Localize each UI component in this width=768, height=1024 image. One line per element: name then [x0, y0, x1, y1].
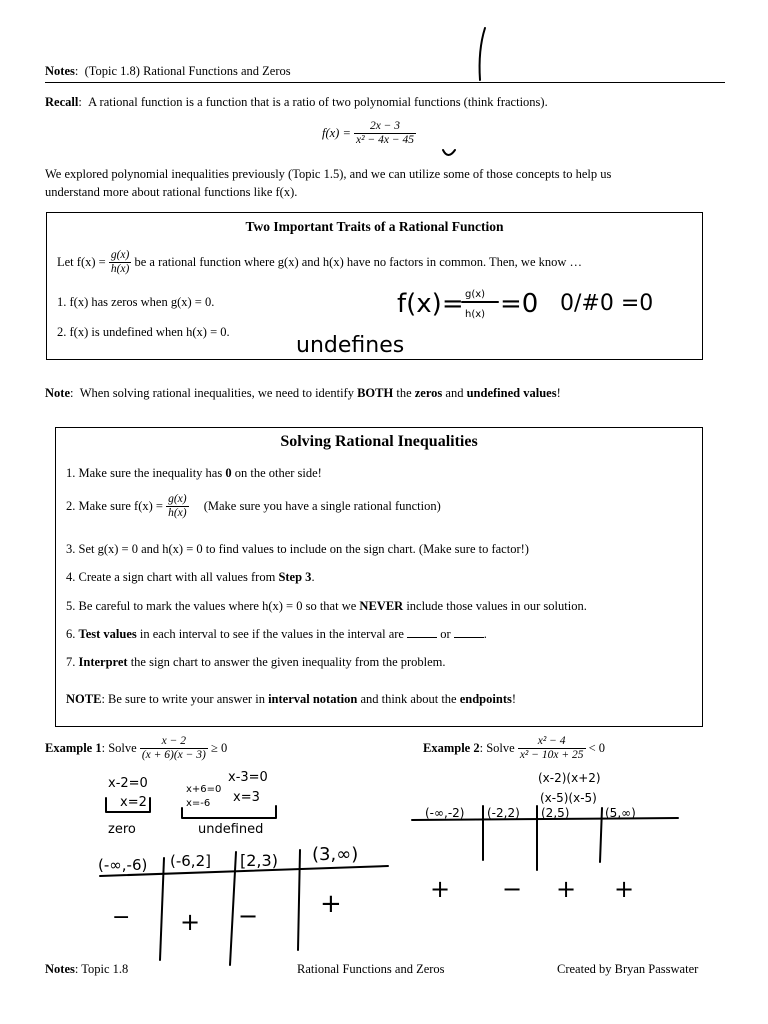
hw-ex1-u1: x+6=0 — [186, 784, 222, 795]
hw-ex2-interval-3: (2,5) — [541, 806, 570, 820]
header-rule — [45, 82, 725, 83]
hw-ex2-sign-1: + — [430, 875, 451, 903]
hw-ex2-sign-3: + — [556, 875, 577, 903]
hw-ex1-div-2 — [230, 852, 236, 965]
hw-ex1-sign-2: + — [180, 908, 201, 936]
solving-step-1: 1. Make sure the inequality has 0 on the other side! — [66, 466, 322, 480]
explored-line-1: We explored polynomial inequalities previously (Topic 1.5), and we can utilize some of those concepts to help us — [45, 167, 612, 181]
hw-ex1-axis — [100, 866, 388, 876]
hw-ex1-zero-brace — [106, 798, 150, 812]
hw-ex1-interval-1: (-∞,-6) — [98, 856, 148, 874]
solving-step-2: 2. Make sure f(x) = $\frac{g(x)}{h(x)}$ (Make sure you have a single rational function) — [66, 493, 441, 519]
hw-ex2-factor-den: (x-5)(x-5) — [540, 791, 597, 805]
hw-ex1-interval-3: [2,3) — [240, 851, 278, 870]
hw-ex1-sign-3: − — [238, 902, 259, 930]
solving-step-6: 6. Test values in each interval to see if the values in the interval are or . — [66, 627, 487, 641]
note-line: Note: When solving rational inequalities, we need to identify BOTH the zeros and undefined values! — [45, 386, 561, 400]
traits-let-fraction — [109, 249, 132, 276]
recall-fraction — [354, 120, 416, 147]
recall-fx: f(x) = — [322, 126, 351, 140]
hw-ex1-interval-4: (3,∞) — [312, 844, 359, 865]
hw-traits-num: g(x) — [465, 289, 486, 300]
hw-ex1-div-1 — [160, 858, 164, 960]
traits-title: Two Important Traits of a Rational Function — [245, 219, 504, 234]
hw-ex1-sign-1: − — [112, 905, 131, 930]
blank-2 — [454, 637, 484, 638]
hw-ex2-interval-4: (5,∞) — [605, 806, 636, 820]
traits-let-post: be a rational function where g(x) and h(x) have no factors in common. Then, we know … — [134, 255, 583, 269]
notes-topic: (Topic 1.8) Rational Functions and Zeros — [84, 64, 291, 78]
hw-ex1-zero-eq: x-2=0 — [108, 776, 148, 791]
hw-ex1-zero-label: zero — [108, 822, 136, 837]
note-label: Note — [45, 386, 70, 400]
note-undefined: undefined values — [466, 386, 557, 400]
header: Notes: (Topic 1.8) Rational Functions and Zeros — [45, 64, 291, 78]
note-zeros: zeros — [414, 386, 443, 400]
traits-let-denominator: h(x) — [110, 263, 130, 275]
recall-hook — [443, 150, 455, 155]
footer-left: Notes: Topic 1.8 — [45, 962, 129, 976]
recall-denominator: x² − 4x − 45 — [356, 134, 414, 146]
solving-step-7: 7. Interpret the sign chart to answer the given inequality from the problem. — [66, 655, 446, 669]
hw-ex2-div-3 — [600, 808, 602, 862]
traits-let-numerator: g(x) — [110, 249, 130, 261]
note-end: ! — [556, 386, 561, 400]
recall-numerator: 2x − 3 — [369, 120, 401, 132]
hw-ex2-sign-2: − — [502, 875, 523, 903]
hw-ex1-undef-brace — [182, 806, 276, 818]
footer-right: Created by Bryan Passwater — [557, 962, 699, 976]
note-text-a: When solving rational inequalities, we need to identify — [79, 386, 354, 400]
hw-ex1-div-3 — [298, 850, 300, 950]
hw-ex1-u1b: x=-6 — [186, 798, 211, 809]
traits-let-pre: Let f(x) = — [57, 255, 106, 269]
solving-title: Solving Rational Inequalities — [280, 433, 478, 450]
hw-undefines: undefines — [296, 333, 405, 358]
footer-center: Rational Functions and Zeros — [297, 962, 445, 976]
recall-line: Recall: A rational function is a function that is a ratio of two polynomial functions (think fractions). — [45, 95, 548, 109]
example-1-label: Example 1 — [45, 741, 102, 755]
hw-ex1-sign-4: + — [320, 889, 342, 919]
note-text-b: the — [396, 386, 412, 400]
hw-ex1-interval-2: (-6,2] — [170, 852, 211, 870]
example-2-fraction: $\frac{\text{x² − 4}}{\text{x² − 10x + 25}}$ — [519, 735, 584, 761]
traits-item-2: 2. f(x) is undefined when h(x) = 0. — [57, 325, 230, 339]
traits-let — [57, 249, 582, 276]
hw-traits-den: h(x) — [465, 309, 486, 320]
solving-step-3: 3. Set g(x) = 0 and h(x) = 0 to find values to include on the sign chart. (Make sure to factor!) — [66, 542, 529, 556]
hw-ex2-factor-num: (x-2)(x+2) — [538, 771, 601, 785]
example-1: Example 1: Solve $\frac{x - 2}{(x + 6)(x - 3)}$ ≥ 0 — [45, 735, 228, 761]
hw-ex1-undef-label: undefined — [198, 822, 264, 837]
explored-line-2: understand more about rational functions like f(x). — [45, 185, 298, 199]
notes-label: Notes — [45, 64, 75, 78]
example-1-fraction: $\frac{x - 2}{(x + 6)(x - 3)}$ — [141, 735, 206, 761]
hw-ex2-sign-4: + — [614, 875, 635, 903]
hw-ex1-u2: x-3=0 — [228, 770, 268, 785]
hw-ex2-interval-1: (-∞,-2) — [425, 806, 465, 820]
traits-item-1: 1. f(x) has zeros when g(x) = 0. — [57, 295, 215, 309]
hw-ex2-axis — [412, 818, 678, 820]
solving-note: NOTE: Be sure to write your answer in interval notation and think about the endpoints! — [66, 692, 517, 706]
hw-traits-frac: 0/#0 =0 — [560, 291, 654, 316]
note-both: BOTH — [357, 386, 394, 400]
example-2-label: Example 2 — [423, 741, 480, 755]
example-2: Example 2: Solve $\frac{\text{x² − 4}}{\text{x² − 10x + 25}}$ < 0 — [423, 735, 606, 761]
recall-label: Recall — [45, 95, 79, 109]
stray-stroke — [480, 28, 485, 80]
blank-1 — [407, 637, 437, 638]
solving-step-4: 4. Create a sign chart with all values from Step 3. — [66, 570, 315, 584]
note-text-c: and — [445, 386, 464, 400]
hw-ex1-u2b: x=3 — [233, 790, 260, 805]
hw-ex1-zero-sol: x=2 — [120, 795, 147, 810]
hw-ex2-interval-2: (-2,2) — [487, 806, 520, 820]
recall-equation — [322, 120, 416, 147]
hw-traits-eq: f(x)= — [397, 289, 464, 319]
recall-text: A rational function is a function that is a ratio of two polynomial functions (think fractions). — [88, 95, 548, 109]
hw-traits-eq0: =0 — [500, 289, 539, 319]
solving-step-5: 5. Be careful to mark the values where h(x) = 0 so that we NEVER include those values in our solution. — [66, 599, 587, 613]
step2-fraction: $\frac{g(x)}{h(x)}$ — [168, 493, 187, 519]
